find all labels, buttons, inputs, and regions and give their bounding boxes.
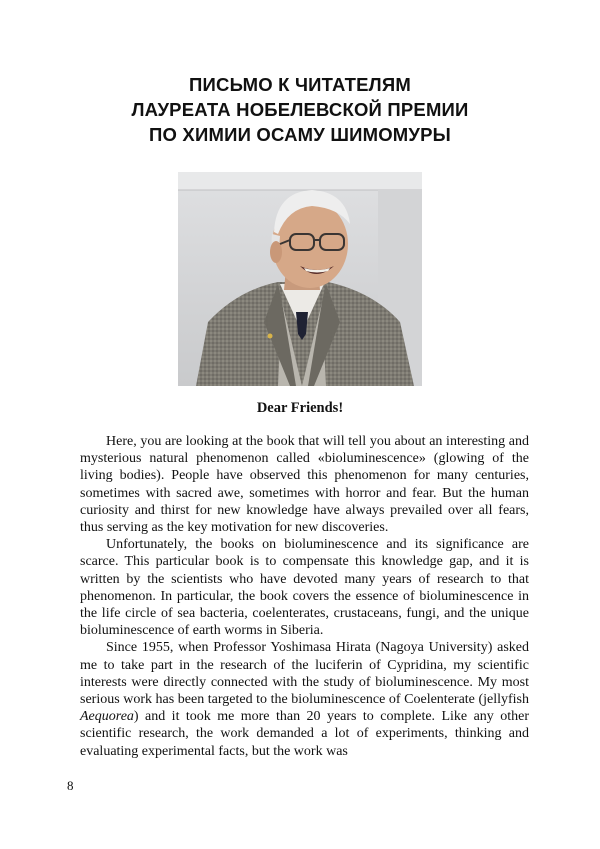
title-line-1: ПИСЬМО К ЧИТАТЕЛЯМ [189,74,411,95]
portrait-photo [178,172,422,386]
portrait-photo-icon [178,172,422,386]
paragraph-3-italic: Aequorea [80,709,134,725]
paragraph-3-part-a: Since 1955, when Professor Yoshimasa Hirata (Nagoya University) asked me to take part in the research of the luciferin of Cypridina, my scientific interests were directly connected with the study of bioluminescence. My most serious work has been targeted to the bioluminescence of Coelenterate (jellyfish [80,640,529,708]
title-line-2: ЛАУРЕАТА НОБЕЛЕВСКОЙ ПРЕМИИ [131,99,469,120]
paragraph-2: Unfortunately, the books on bioluminescence and its significance are scarce. This particular book is to compensate this knowledge gap, and it is written by the scientists who have devoted many years of research to that phenomenon. In particular, the book covers the essence of bioluminescence in the life circle of sea bacteria, coelenterates, crustaceans, fungi, and the unique bioluminescence of earth worms in Siberia. [80,537,529,639]
page-title [0,72,600,147]
page-number: 8 [67,778,74,793]
paragraph-3 [80,639,529,759]
title-line-3: ПО ХИМИИ ОСАМУ ШИМОМУРЫ [149,124,451,145]
paragraph-1: Here, you are looking at the book that will tell you about an interesting and mysterious natural phenomenon called «bioluminescence» (glowing of the living bodies). People have observed this phenomenon for many centuries, sometimes with sacred awe, sometimes with horror and fear. But the human curiosity and thirst for new knowledge have always prevailed over all fears, thus serving as the key motivation for new discoveries. [80,434,529,536]
paragraph-3-part-b: ) and it took me more than 20 years to complete. Like any other scientific research, the work demanded a lot of experiments, thinking and evaluating experimental facts, but the work was [80,709,529,759]
letter-body [80,433,529,760]
salutation: Dear Friends! [256,400,344,416]
